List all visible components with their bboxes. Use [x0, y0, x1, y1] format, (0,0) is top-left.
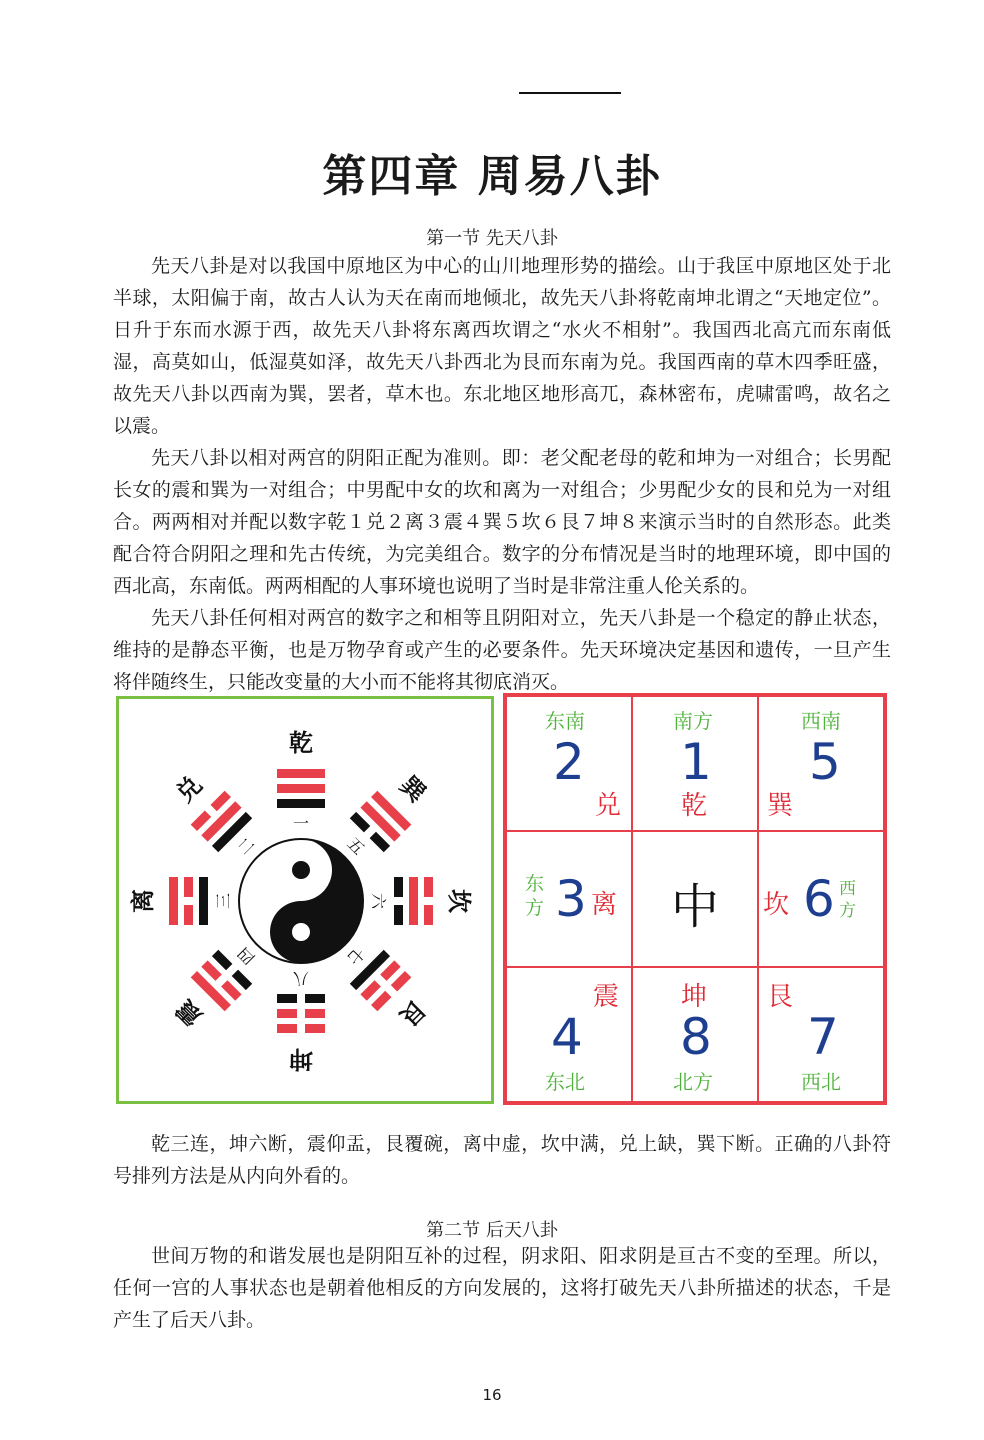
- paragraph: 世间万物的和谐发展也是阴阳互补的过程，阴求阳、阳求阴是亘古不变的至理。所以，任何一宫的人事状态也是朝着他相反的方向发展的，这将打破先天八卦所描述的状态，千是产生了后天八卦。: [113, 1245, 891, 1331]
- trigram-name: 艮: [767, 981, 794, 1012]
- section-title-1: 第一节 先天八卦: [426, 228, 558, 249]
- grid-cell-north: [632, 967, 758, 1102]
- bagua-figure: [119, 699, 491, 1101]
- yang-line: [409, 877, 418, 925]
- yin-line: [394, 905, 403, 925]
- bagua-diagram: [116, 696, 494, 1104]
- grid-cell-south: [632, 696, 758, 831]
- direction-label: 南方: [673, 709, 713, 733]
- trigram-3: [332, 932, 439, 1039]
- trigram-name: 兑: [170, 770, 208, 808]
- yang-line: [201, 801, 241, 841]
- yang-line: [360, 801, 400, 841]
- trigram-order-number: 八: [292, 969, 310, 988]
- trigram-6: [129, 877, 233, 925]
- trigram-order-number: 二: [233, 833, 259, 859]
- trigram-number: 6: [803, 870, 835, 929]
- yin-line: [201, 960, 222, 981]
- yang-line: [199, 877, 208, 925]
- yin-line: [391, 971, 412, 992]
- trigram-order-number: 五: [343, 833, 369, 859]
- yin-line: [380, 960, 401, 981]
- grid-cell-center: [632, 831, 758, 966]
- trigram-name: 乾: [681, 791, 708, 821]
- yin-line: [210, 791, 231, 812]
- direction-label: 西北: [801, 1069, 841, 1094]
- trigram-name: 离: [591, 890, 618, 921]
- direction-label: 西南: [801, 709, 841, 733]
- yin-line: [350, 812, 371, 833]
- trigram-order-number: 四: [233, 943, 259, 969]
- trigram-4: [277, 969, 325, 1073]
- top-rule: [519, 92, 621, 94]
- yin-line: [370, 832, 391, 853]
- trigram-order-number: 三: [214, 892, 233, 910]
- yang-line: [277, 799, 325, 808]
- paragraph: 先天八卦任何相对两宫的数字之和相等且阴阳对立，先天八卦是一个稳定的静止状态，维持的是静态平衡，也是万物孕育或产生的必要条件。先天环境决定基因和遗传，一旦产生将伴随终生，只能改变量的大小而不能将其彻底消灭。: [113, 607, 891, 693]
- trigram-number: 2: [553, 733, 585, 791]
- direction-label: 东方: [525, 873, 545, 920]
- trigram-name: 震: [593, 981, 620, 1012]
- grid-cell-east: [506, 831, 632, 966]
- trigram-5: [162, 932, 269, 1039]
- trigram-7: [162, 762, 269, 869]
- trigram-0: [277, 729, 325, 833]
- chapter-title: 第四章 周易八卦: [322, 151, 662, 202]
- trigram-name: 艮: [394, 994, 432, 1032]
- trigram-number: 8: [680, 1007, 712, 1066]
- direction-label: 北方: [673, 1069, 713, 1094]
- direction-label: 东北: [545, 1069, 585, 1094]
- trigram-name: 乾: [289, 729, 313, 757]
- trigram-number: 4: [551, 1007, 583, 1066]
- yin-line: [221, 980, 242, 1001]
- section1-body: [113, 250, 891, 698]
- direction-label: 东南: [545, 709, 585, 733]
- yang-line: [277, 784, 325, 793]
- xiantian-number-grid: [503, 693, 887, 1105]
- yin-line: [232, 970, 253, 991]
- paragraph: 先天八卦以相对两宫的阴阳正配为准则。即：老父配老母的乾和坤为一对组合；长男配长女的震和巽为一对组合；中男配中女的坎和离为一对组合；少男配少女的艮和兑为一对组合。两两相对并配以数字乾１兑２离３震４巽５坎６艮７坤８来演示当时的自然形态。此类配合符合阴阳之理和先古传统，为完美组合。数字的分布情况是当时的地理环境，即中国的西北高，东南低。两两相配的人事环境也说明了当时是非常注重人伦关系的。: [113, 447, 891, 597]
- grid-cell-west: [758, 831, 884, 966]
- trigram-order-number: 六: [369, 892, 388, 910]
- yin-line: [305, 1009, 325, 1018]
- trigram-name: 坤: [681, 981, 708, 1012]
- trigram-name: 巽: [394, 770, 432, 808]
- trigram-number: 7: [807, 1007, 839, 1066]
- yin-line: [191, 810, 212, 831]
- trigram-name: 巽: [767, 791, 794, 821]
- yin-line: [305, 994, 325, 1003]
- trigram-2: [369, 877, 473, 925]
- grid-cell-southeast: [506, 696, 632, 831]
- paragraph: 乾三连，坤六断，震仰盂，艮覆碗，离中虚，坎中满，兑上缺，巽下断。正确的八卦符号排列方法是从内向外看的。: [113, 1133, 891, 1187]
- yin-line: [360, 980, 381, 1001]
- trigram-name: 离: [129, 889, 157, 913]
- trigram-name: 坎: [445, 889, 473, 913]
- yin-line: [277, 1009, 297, 1018]
- yin-line: [394, 877, 403, 897]
- trigram-number: 3: [555, 870, 587, 929]
- yin-line: [184, 905, 193, 925]
- yin-line: [277, 994, 297, 1003]
- grid-cell-northeast: [506, 967, 632, 1102]
- trigram-name: 兑: [595, 791, 622, 821]
- yin-line: [424, 905, 433, 925]
- yin-line: [371, 991, 392, 1012]
- taiji-symbol: [239, 839, 363, 963]
- yin-line: [424, 877, 433, 897]
- yin-line: [277, 1024, 297, 1033]
- yin-line: [184, 877, 193, 897]
- grid-cell-southwest: [758, 696, 884, 831]
- trigram-1: [332, 762, 439, 869]
- section-title-2: 第二节 后天八卦: [426, 1220, 558, 1241]
- yang-line: [277, 769, 325, 778]
- trigram-order-number: 七: [343, 943, 369, 969]
- direction-label: 西方: [839, 879, 856, 922]
- trigram-number: 1: [680, 733, 712, 791]
- paragraph: 先天八卦是对以我国中原地区为中心的山川地理形势的描绘。山于我匡中原地区处于北半球，太阳偏于南，故古人认为天在南而地倾北，故先天八卦将乾南坤北谓之“天地定位”。日升于东而水源于西，故先天八卦将东离西坎谓之“水火不相射”。我国西北高亢而东南低湿，高莫如山，低湿莫如泽，故先天八卦西北为艮而东南为兑。我国西南的草木四季旺盛，故先天八卦以西南为巽，罢者，草木也。东北地区地形高兀，森林密布，虎啸雷鸣，故名之以震。: [113, 255, 891, 437]
- diagram-caption: [113, 1128, 891, 1192]
- trigram-number: 5: [809, 733, 841, 791]
- page-number: 16: [482, 1386, 502, 1404]
- center-label: 中: [671, 879, 720, 936]
- trigram-name: 坤: [289, 1045, 313, 1073]
- yang-line: [169, 877, 178, 925]
- trigram-name: 坎: [763, 890, 790, 921]
- yin-line: [212, 950, 233, 971]
- trigram-order-number: 一: [292, 814, 310, 833]
- trigram-name: 震: [170, 994, 208, 1032]
- section2-body: [113, 1240, 891, 1336]
- grid-cell-northwest: [758, 967, 884, 1102]
- yin-line: [305, 1024, 325, 1033]
